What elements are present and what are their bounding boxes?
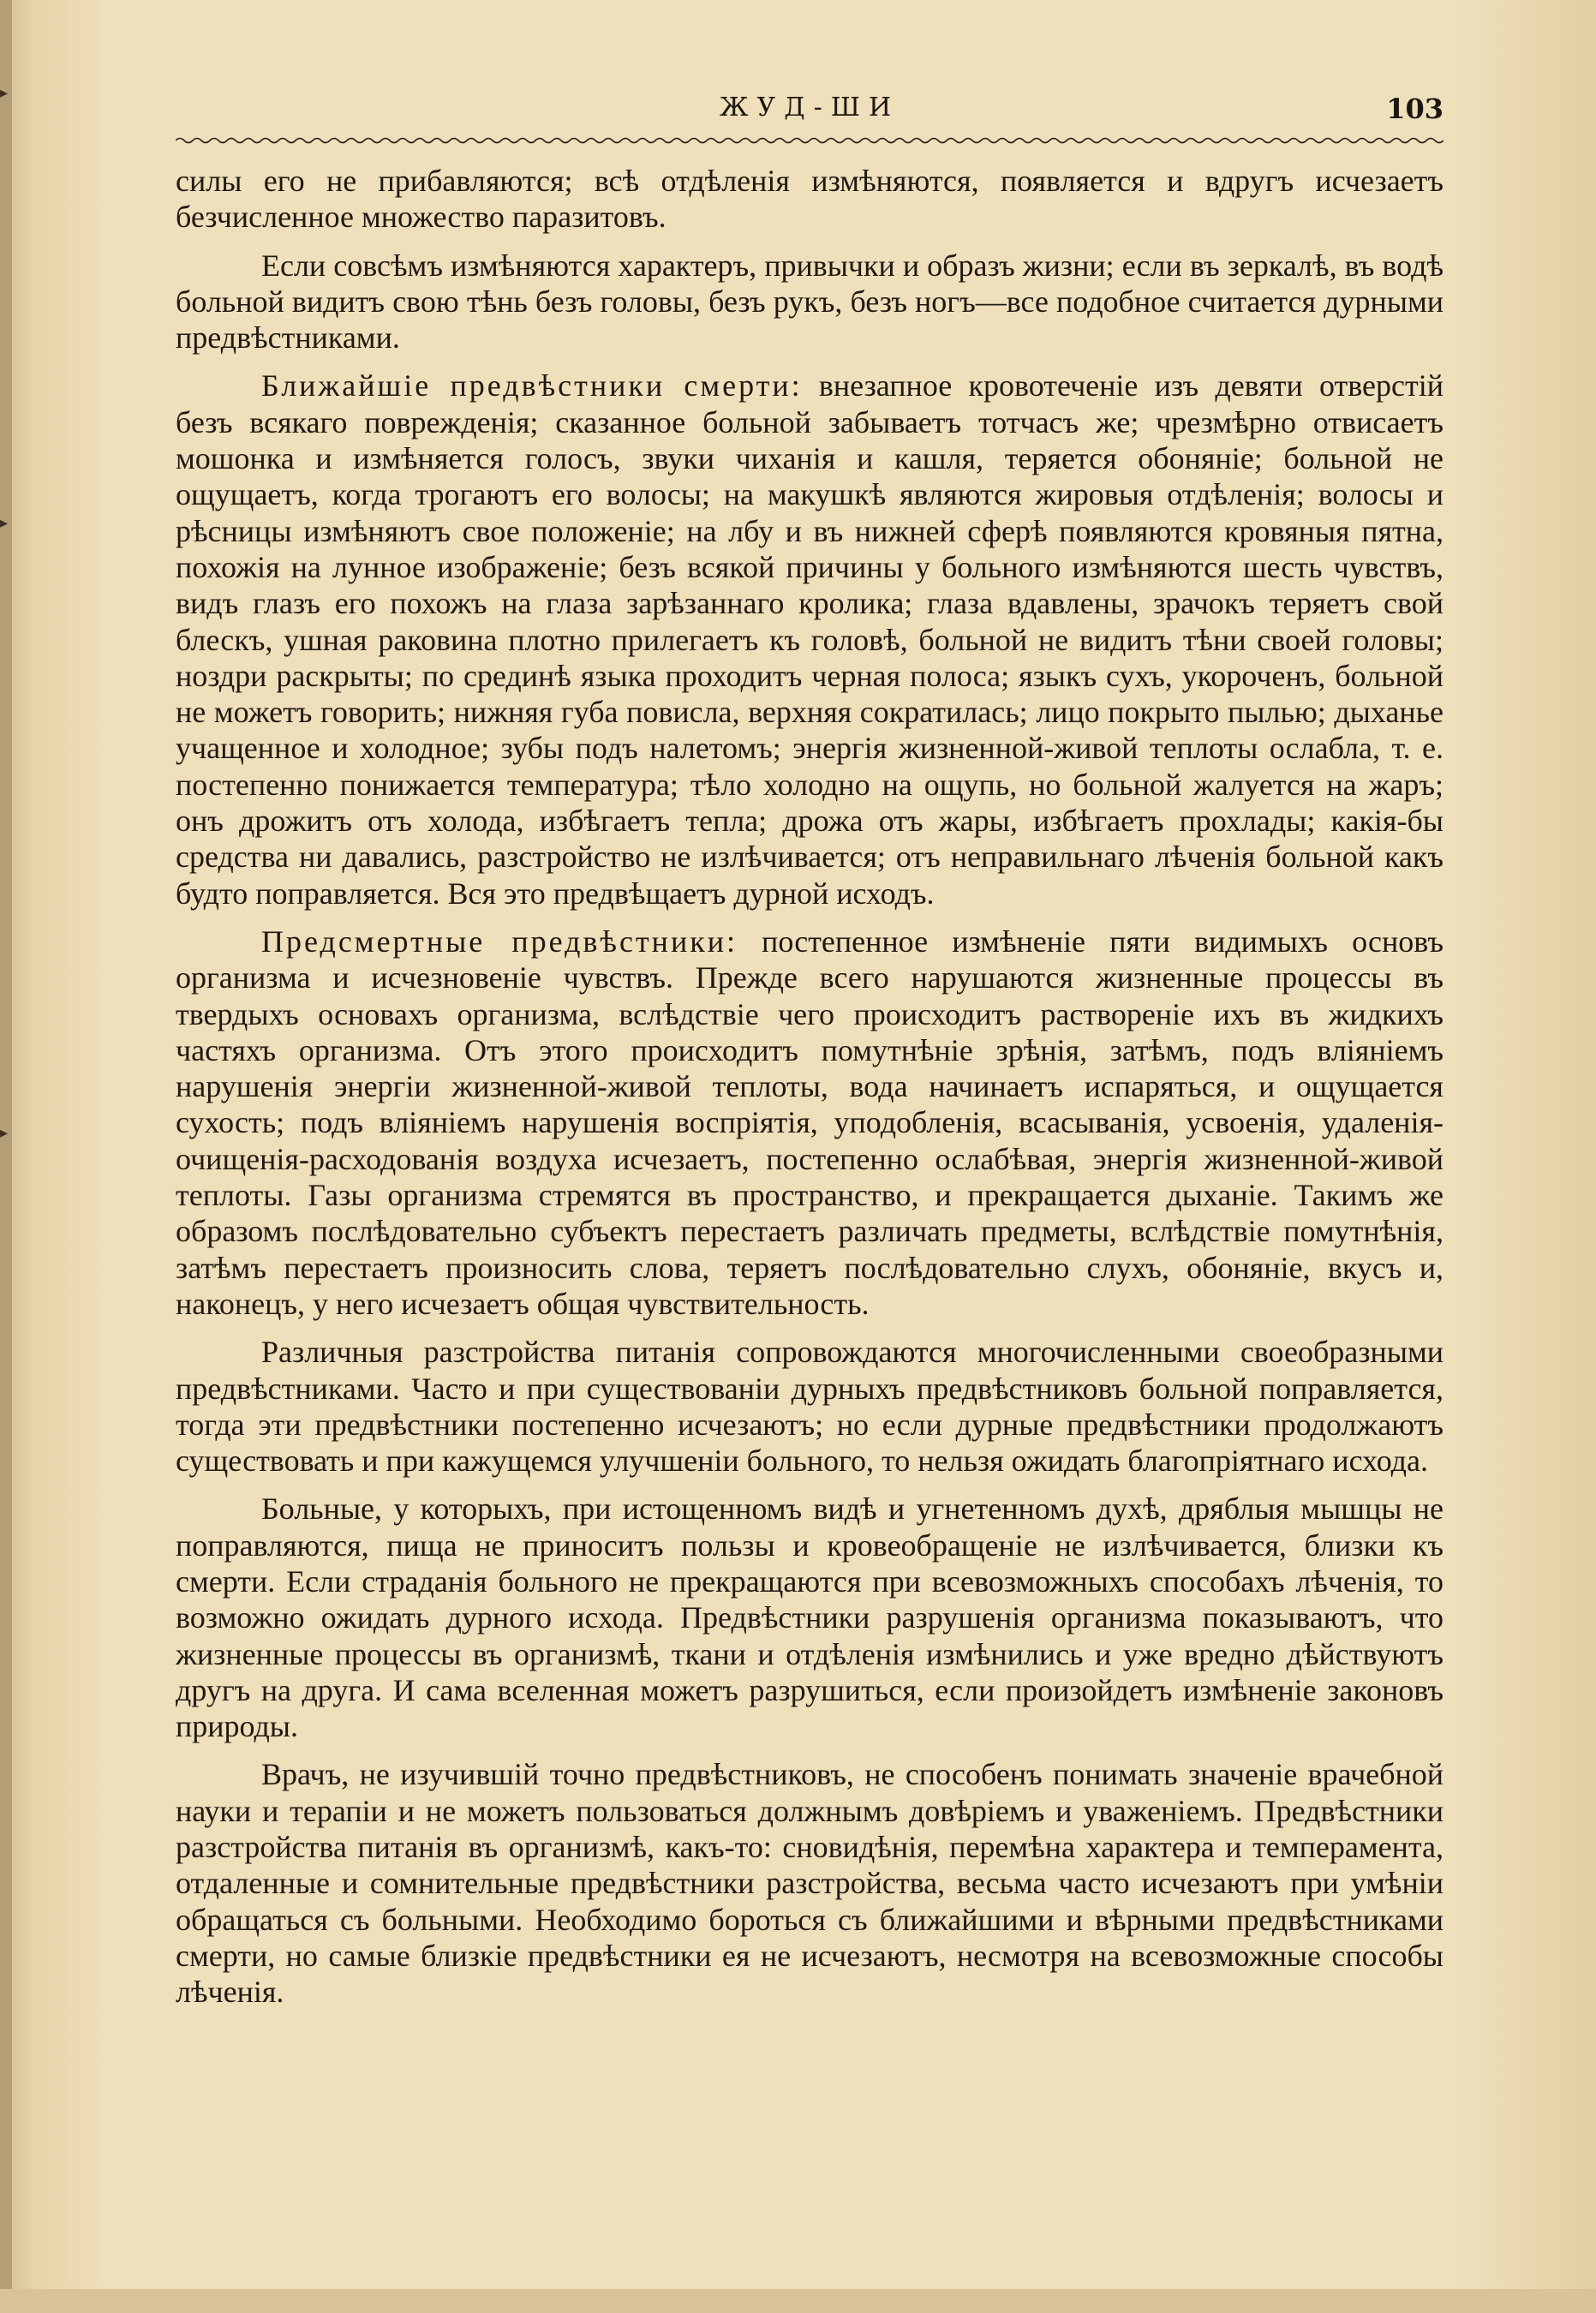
paragraph [176, 1334, 1444, 1479]
paragraph-lead: Ближайшіе предвѣстники смерти: [261, 368, 803, 403]
page-header [176, 93, 1444, 135]
paragraph-text: Врачъ, не изучившій точно предвѣстниковъ, не способенъ понимать значеніе врачебной науки и терапіи и не можетъ пользоваться должнымъ довѣріемъ и уваженіемъ. Предвѣстники разстройства питанія въ организмѣ, какъ-то: сновидѣнія, перемѣна характера и темперамента, отдаленные и сомнительные предвѣстники разстройства, весьма часто исчезаютъ при умѣніи обращаться съ больными. Необходимо бороться съ ближайшими и вѣрными предвѣстниками смерти, но самые близкіе предвѣстники ея не исчезаютъ, несмотря на всевозможные способы лѣченія. [176, 1757, 1444, 2010]
body-text [176, 163, 1444, 2023]
binding-notch-mark: ▸ [0, 1124, 9, 1142]
paragraph-text: постепенное измѣненіе пяти видимыхъ основъ организма и исчезновеніе чувствъ. Прежде всего нарушаются жизненные процессы въ твердыхъ основахъ организма, вслѣдствіе чего происходитъ раствореніе ихъ въ жидкихъ частяхъ организма. Отъ этого происходитъ помутнѣніе зрѣнія, затѣмъ, подъ вліяніемъ нарушенія энергіи жизненной-живой теплоты, вода начинаетъ испаряться, и ощущается сухость; подъ вліяніемъ нарушенія воспріятія, уподобленія, всасыванія, усвоенія, удаленія-очищенія-расходованія воздуха исчезаетъ, постепенно ослабѣвая, энергія жизненной-живой теплоты. Газы организма стремятся въ пространство, и прекращается дыханіе. Такимъ же образомъ послѣдовательно субъектъ перестаетъ различать предметы, вслѣдствіе помутнѣнія, затѣмъ перестаетъ произносить слова, теряетъ послѣдовательно слухъ, обоняніе, вкусъ и, наконецъ, у него исчезаетъ общая чувствительность. [176, 923, 1444, 1321]
paragraph-text: Если совсѣмъ измѣняются характеръ, привычки и образъ жизни; если въ зеркалѣ, въ водѣ больной видитъ свою тѣнь безъ головы, безъ рукъ, безъ ногъ—все подобное считается дурными предвѣстниками. [176, 248, 1444, 356]
page-number: 103 [1386, 93, 1444, 125]
header-wavy-rule [176, 135, 1444, 146]
paragraph-text: Различныя разстройства питанія сопровождаются многочисленными своеобразными предвѣстниками. Часто и при существованіи дурныхъ предвѣстниковъ больной поправляется, тогда эти предвѣстники постепенно исчезаютъ; но если дурные предвѣстники продолжаютъ существовать и при кажущемся улучшеніи больного, то нельзя ожидать благопріятнаго исхода. [176, 1335, 1444, 1479]
paragraph [176, 368, 1444, 911]
paragraph-text: силы его не прибавляются; всѣ отдѣленія измѣняются, появляется и вдругъ исчезаетъ безчисленное множество паразитовъ. [176, 164, 1444, 235]
paragraph [176, 248, 1444, 356]
page-bottom-edge [0, 2289, 1596, 2313]
paragraph-text: Больные, у которыхъ, при истощенномъ видѣ и угнетенномъ духѣ, дряблыя мышцы не поправляются, пища не приноситъ пользы и кровеобращеніе не излѣчивается, близки къ смерти. Если страданія больного не прекращаются при всевозможныхъ способахъ лѣченія, то возможно ожидать дурного исхода. Предвѣстники разрушенія организма показываютъ, что жизненные процессы въ организмѣ, ткани и отдѣленія измѣнились и уже вредно дѣйствуютъ другъ на друга. И сама вселенная можетъ разрушиться, если произойдетъ измѣненіе законовъ природы. [176, 1491, 1444, 1744]
paragraph [176, 923, 1444, 1322]
paragraph [176, 163, 1444, 236]
paragraph-text: внезапное кровотеченіе изъ девяти отверстій безъ всякаго поврежденія; сказанное больной забываетъ тотчасъ же; чрезмѣрно отвисаетъ мошонка и измѣняется голосъ, звуки чиханія и кашля, теряется обоняніе; больной не ощущаетъ, когда трогаютъ его волосы; на макушкѣ являются жировыя отдѣленія; волосы и рѣсницы измѣняютъ свое положеніе; на лбу и въ нижней сферѣ появляются кровяныя пятна, похожія на лунное изображеніе; безъ всякой причины у больного измѣняются шесть чувствъ, видъ глазъ его похожъ на глаза зарѣзаннаго кролика; глаза вдавлены, зрачокъ теряетъ свой блескъ, ушная раковина плотно прилегаетъ къ головѣ, больной не видитъ тѣни своей головы; ноздри раскрыты; по срединѣ языка проходитъ черная полоса; языкъ сухъ, укороченъ, больной не можетъ говорить; нижняя губа повисла, верхняя сократилась; лицо покрыто пылью; дыханье учащенное и холодное; зубы подъ налетомъ; энергія жизненной-живой теплоты ослабла, т. е. постепенно понижается температура; тѣло холодно на ощупь, но больной жалуется на жаръ; онъ дрожитъ отъ холода, избѣгаетъ тепла; дрожа отъ жары, избѣгаетъ прохлады; какія-бы средства ни давались, разстройство не излѣчивается; отъ неправильнаго лѣченія больной какъ будто поправляется. Вся это предвѣщаетъ дурной исходъ. [176, 368, 1444, 911]
binding-notch-mark: ▸ [0, 514, 9, 532]
binding-notch-mark: ▸ [0, 84, 9, 102]
paragraph-lead: Предсмертные предвѣстники: [261, 923, 738, 959]
running-title: ЖУД-ШИ [719, 93, 900, 123]
paragraph [176, 1491, 1444, 1744]
paragraph [176, 1756, 1444, 2010]
page-binding-edge [0, 0, 12, 2313]
